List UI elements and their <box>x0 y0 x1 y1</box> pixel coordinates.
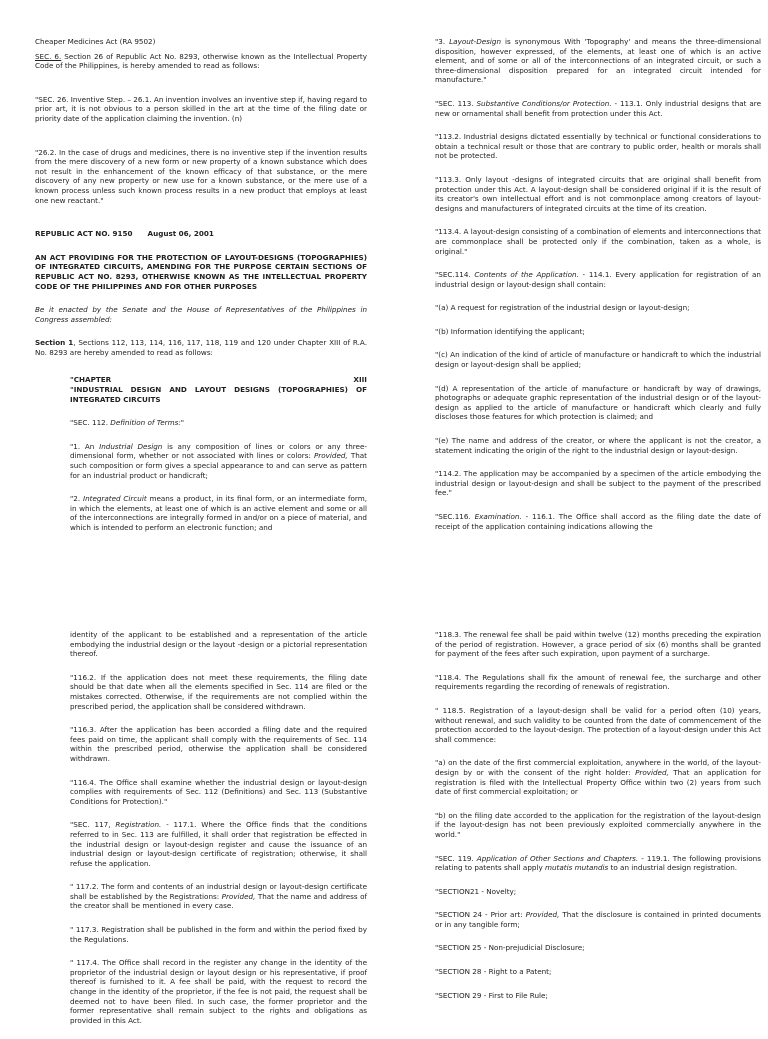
item-d: "(d) A representation of the article of manufacture or handicraft by way of drawings, photographs or adequate graphic representation of the industrial design or of the layout-design as applied to the article of manufacture or handicraft which clearly and fully discloses those features for which protection is claimed; and <box>435 383 761 422</box>
section28-line: "SECTION 28 - Right to a Patent; <box>435 967 552 977</box>
sec6-link[interactable]: SEC. 6. <box>35 51 62 61</box>
page1-right-column <box>435 37 761 545</box>
sec116-4-paragraph: "116.4. The Office shall examine whether the industrial design or layout-design complies with requirements of Sec. 112 (Definitions) and Sec. 113 (Substantive Conditions for Protection)." <box>70 777 367 806</box>
section25-line: "SECTION 25 - Non-prejudicial Disclosure; <box>435 943 585 953</box>
document-title: Cheaper Medicines Act (RA 9502) <box>35 37 156 46</box>
sec119-paragraph: "SEC. 119. Application of Other Sections and Chapters. - 119.1. The following provisions relating to patents shall apply mutatis mutandis to an industrial design registration. <box>435 853 761 873</box>
item-e: "(e) The name and address of the creator, or where the applicant is not the creator, a statement indicating the origin of the right to the industrial design or layout-design. <box>435 436 761 455</box>
sec112-heading: "SEC. 112. Definition of Terms:" <box>70 418 185 428</box>
section1-paragraph: Section 1, Sections 112, 113, 114, 116, 117, 118, 119 and 120 under Chapter XIII of R.A. No. 8293 are hereby amended to read as follows: <box>35 338 367 357</box>
item-b: "(b) Information identifying the applicant; <box>435 326 585 336</box>
definition-2: "2. Integrated Circuit means a product, in its final form, or an intermediate form, in which the elements, at least one of which is an active element and some or all of the interconnections are integrally formed in and/or on a piece of material, and which is intended to perform an electronic function; and <box>70 494 367 532</box>
chapter-line: "CHAPTER XIII <box>70 375 367 385</box>
page2-left-column <box>70 630 367 1039</box>
sec117-4-paragraph: " 117.4. The Office shall record in the register any change in the identity of the proprietor of the industrial design or layout design or his representative, if proof thereof is furnished to it. A fee shall be paid, with the request to record the change in the identity of the proprietor, if the fee is not paid, the request shall be deemed not to have been filed. In such case, the former proprietor and the former representative shall remain subject to the rights and obligations as provided in this Act. <box>70 958 367 1025</box>
sec113-4-paragraph: "113.4. A layout-design consisting of a combination of elements and interconnections that are commonplace shall be protected only if the combination, taken as a whole, is original." <box>435 227 761 256</box>
sec113-2-paragraph: "113.2. Industrial designs dictated essentially by technical or functional considerations to obtain a technical result or those that are contrary to public order, health or morals shall not be protected. <box>435 132 761 161</box>
ra9150-heading: REPUBLIC ACT NO. 9150 August 06, 2001 <box>35 229 214 239</box>
definition-3: "3. Layout-Design is synonymous With 'Topography' and means the three-dimensional disposition, however expressed, of the elements, at least one of which is an active element, and of some or all of the interconnections of an integrated circuit, or such a three-dimensional disposition prepared for an integrated circuit intended for manufacture." <box>435 37 761 85</box>
sec117-2-paragraph: " 117.2. The form and contents of an industrial design or layout-design certificate shall be established by the Registrations: Provided, That the name and address of the creator shall be mentioned in every case. <box>70 882 367 911</box>
sec26-paragraph: "SEC. 26. Inventive Step. – 26.1. An invention involves an inventive step if, having regard to prior art, it is not obvious to a person skilled in the art at the time of the filing date or priority date of the application claiming the invention. (n) <box>35 94 367 123</box>
quoted-chapter <box>70 375 367 532</box>
item-a: "(a) A request for registration of the industrial design or layout-design; <box>435 303 690 313</box>
sec114-paragraph: "SEC.114. Contents of the Application. - 114.1. Every application for registration of an industrial design or layout-design shall contain: <box>435 270 761 289</box>
sec116-3-paragraph: "116.3. After the application has been accorded a filing date and the required fees paid on time, the applicant shall comply with the requirements of Sec. 114 within the prescribed period, otherwise the application shall be considered withdrawn. <box>70 725 367 763</box>
sec26-2-paragraph: "26.2. In the case of drugs and medicines, there is no inventive step if the invention results from the mere discovery of a new form or new property of a known substance which does not result in the enhancement of the known efficacy of that substance, or the mere discovery of any new property or new use for a known substance, or the mere use of a known process unless such known process results in a new product that employs at least one new reactant." <box>35 147 367 205</box>
item-c: "(c) An indication of the kind of article of manufacture or handicraft to which the industrial design or layout-design shall be applied; <box>435 350 761 370</box>
sec118-5-paragraph: " 118.5. Registration of a layout-design shall be valid for a period often (10) years, without renewal, and such validity to be counted from the date of commencement of the protection accorded to the layout-design. The protection of a layout-design under this Act shall commence: <box>435 705 761 744</box>
protection-item-b: "b) on the filing date accorded to the application for the registration of the layout-design if the layout-design has not been previously exploited commercially anywhere in the world." <box>435 810 761 839</box>
sec118-3-paragraph: "118.3. The renewal fee shall be paid within twelve (12) months preceding the expiration of the period of registration. However, a grace period of six (6) months shall be granted for payment of the fees after such expiration, upon payment of a surcharge. <box>435 630 761 659</box>
protection-item-a: "a) on the date of the first commercial exploitation, anywhere in the world, of the layout-design by or with the consent of the right holder: Provided, That an application for registration is filed with the Intellectual Property Office within two (2) years from such date of first commercial exploitation; or <box>435 758 762 797</box>
sec118-4-paragraph: "118.4. The Regulations shall fix the amount of renewal fee, the surcharge and other requirements regarding the recording of renewals of registration. <box>435 672 761 692</box>
sec113-paragraph: "SEC. 113. Substantive Conditions/or Protection. - 113.1. Only industrial designs that are new or ornamental shall benefit from protection under this Act. <box>435 98 761 118</box>
sec117-paragraph: "SEC. 117, Registration. - 117.1. Where the Office finds that the conditions referred to in Sec. 113 are fulfilled, it shall order that registration be effected in the industrial design or layout-design register and cause the issuance of an industrial design or layout-design certificate of registration; otherwise, it shall refuse the application. <box>70 820 367 868</box>
sec116-2-paragraph: "116.2. If the application does not meet these requirements, the filing date should be that date when all the elements specified in Sec. 114 are filed or the mistakes corrected. Otherwise, if the requirements are not complied within the prescribed period, the application shall be considered withdrawn. <box>70 672 367 711</box>
continuation-paragraph: identity of the applicant to be established and a representation of the article embodying the industrial design or the layout -design or a pictorial representation thereof. <box>70 630 367 659</box>
sec117-3-paragraph: " 117.3. Registration shall be published in the form and within the period fixed by the Regulations. <box>70 925 367 944</box>
section21-line: "SECTION21 - Novelty; <box>435 886 517 896</box>
page1-left-column <box>35 37 367 547</box>
sec116-paragraph: "SEC.116. Examination. - 116.1. The Office shall accord as the filing date the date of receipt of the application containing indications allowing the <box>435 512 761 531</box>
section24-line: "SECTION 24 - Prior art: Provided, That the disclosure is contained in printed documents or in any tangible form; <box>435 910 762 929</box>
enacting-clause: Be it enacted by the Senate and the House of Representatives of the Philippines in Congress assembled: <box>35 305 367 324</box>
sec113-3-paragraph: "113.3. Only layout -designs of integrated circuits that are original shall benefit from protection under this Act. A layout-design shall be considered original if it is the result of its creator's own intellectual effort and is not commonplace among creators of layout-designs and manufacturers of integrated circuits at the time of its creation. <box>435 174 761 213</box>
sec6-paragraph: SEC. 6. Section 26 of Republic Act No. 8293, otherwise known as the Intellectual Property Code of the Philippines, is hereby amended to read as follows: <box>35 51 367 71</box>
section29-line: "SECTION 29 - First to File Rule; <box>435 990 548 1000</box>
definition-1: "1. An Industrial Design is any composition of lines or colors or any three-dimensional form, whether or not associated with lines or colors: Provided, That such composition or form gives a special appearance to and can serve as pattern for an industrial product or handicraft; <box>70 441 367 480</box>
chapter-title: "INDUSTRIAL DESIGN AND LAYOUT DESIGNS (TOPOGRAPHIES) OF INTEGRATED CIRCUITS <box>70 385 367 404</box>
sec114-2-paragraph: "114.2. The application may be accompanied by a specimen of the article embodying the industrial design or layout-design and shall be subject to the payment of the prescribed fee." <box>435 469 761 498</box>
act-title: AN ACT PROVIDING FOR THE PROTECTION OF LAYOUT-DESIGNS (TOPOGRAPHIES) OF INTEGRATED CIRCUITS, AMENDING FOR THE PURPOSE CERTAIN SECTIONS OF REPUBLIC ACT NO. 8293, OTHERWISE KNOWN AS THE INTELLECTUAL PROPERTY CODE OF THE PHILIPPINES AND FOR OTHER PURPOSES <box>35 252 367 291</box>
page2-right-column <box>435 630 761 1014</box>
